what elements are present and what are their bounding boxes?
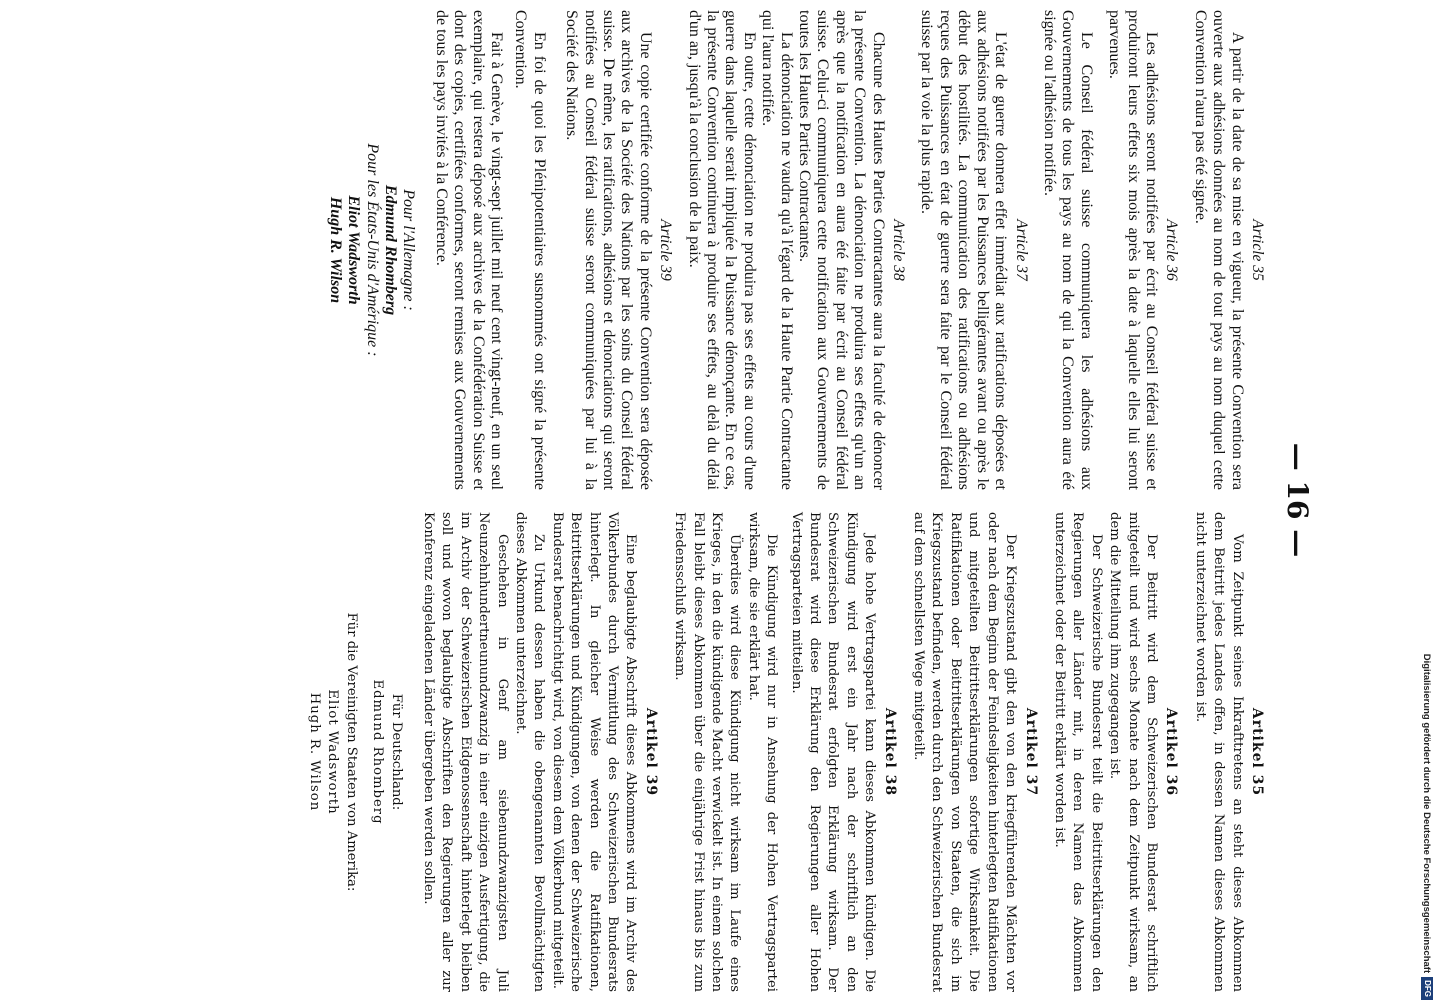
article-36-para1-de: Der Beitritt wird dem Schweizerischen Bundesrat schriftlich mitgeteilt und wird sechs Monate nach dem Zeitpunkt wirksam, an dem die Mitteilung ihm zugegangen ist. [1107, 512, 1159, 992]
article-38-para2-de: Die Kündigung wird nur in Ansehung der Hohen Vertragspartei wirksam, die sie erklärt hat. [745, 512, 780, 992]
signatory-usa-name1-de: Eliot Wadsworth [325, 689, 341, 815]
in-witness-text-fr: En foi de quoi les Plénipotentiaires susnommés ont signé la présente Convention. [512, 10, 548, 490]
page-number: — 16 — [1281, 442, 1314, 558]
signatory-usa-name2-fr: Hugh R. Wilson [326, 196, 344, 304]
article-39-text-fr: Une copie certifiée conforme de la présente Convention sera déposée aux archives de la Société des Nations par les soins du Conseil fédéral suisse. De même, les ratifications, adhésions et dénonciations qui seront notifiées au Conseil fédéral suisse seront communiquées par lui à la Société des Nations. [563, 10, 654, 490]
article-35-title-de: Artikel 35 [1249, 707, 1265, 797]
article-36-para2-de: Der Schweizerische Bundesrat teilt die Beitrittserklärungen den Regierungen aller Länder mit, in deren Namen das Abkommen unterzeichnet oder der Beitritt erklärt worden ist. [1051, 512, 1104, 992]
article-35-title-fr: Article 35 [1249, 219, 1266, 281]
signatory-germany-name-fr: Edmund Rhomberg [381, 184, 399, 316]
article-39-text-de: Eine beglaubigte Abschrift dieses Abkommens wird im Archiv des Völkerbundes durch Vermittlung des Schweizerischen Bundesrats hinterlegt. In gleicher Weise werden die Ratifikationen, Beitrittserklärungen und Kündigungen, von denen der Schweizerische Bundesrat benachrichtigt wird, von diesem dem Völkerbund mitgeteilt. [549, 512, 639, 992]
signatory-usa-label-fr: Pour les États-Unis d'Amérique : [363, 143, 381, 357]
article-36-para2-fr: Le Conseil fédéral suisse communiquera les adhésions aux Gouvernements de tous les pays au nom de qui la Convention aura été signée ou l'adhésion notifiée. [1040, 10, 1095, 490]
article-37-text-fr: L'état de guerre donnera effet immédiat aux ratifications déposées et aux adhésions notifiées par les Puissances belligérantes avant ou après le début des hostilités. La communication des ratifications ou adhésions reçues des Puissances en état de guerre sera faite par le Conseil fédéral suisse par la voie la plus rapide. [918, 10, 1010, 490]
digitization-credit-text: Digitalisierung gefördert durch die Deutsche Forschungsgemeinschaft [1421, 653, 1432, 974]
article-38-para2-fr: La dénonciation ne vaudra qu'à l'égard de la Haute Partie Contractante qui l'aura notifiée. [759, 10, 795, 490]
article-36-para1-fr: Les adhésions seront notifiées par écrit au Conseil fédéral suisse et produiront leurs effets six mois après la date à laquelle elles lui seront parvenues. [1106, 10, 1160, 490]
article-38-para1-de: Jede hohe Vertragspartei kann dieses Abkommen kündigen. Die Kündigung wird erst ein Jahr nach der schriftlich an den Schweizerischen Bundesrat erfolgten Erklärung wirksam. Der Bundesrat wird diese Erklärung den Regierungen aller Hohen Vertragsparteien mitteilen. [788, 512, 878, 992]
digitization-credit [1419, 0, 1434, 1000]
german-column [305, 512, 1267, 992]
signatory-germany-label-fr: Pour l'Allemagne : [400, 189, 418, 311]
signatory-germany-name-de: Edmund Rhomberg [370, 679, 386, 825]
article-38-title-de: Artikel 38 [881, 707, 898, 797]
signatory-germany-label-de: Für Deutschland: [388, 693, 404, 811]
signatory-usa-name2-de: Hugh R. Wilson [306, 692, 322, 812]
article-38-title-fr: Article 38 [890, 219, 908, 281]
article-35-text-de: Vom Zeitpunkt seines Inkrafttretens an steht dieses Abkommen dem Beitritt jedes Landes offen, in dessen Namen dieses Abkommen nicht unterzeichnet worden ist. [1192, 512, 1245, 992]
article-36-title-de: Artikel 36 [1163, 707, 1180, 797]
article-38-para3-fr: En outre, cette dénonciation ne produira pas ses effets au cours d'une guerre dans laquelle serait impliquée la Puissance dénonçante. En ce cas, la présente Convention continuera à produire ses effets, au delà du délai d'un an, jusqu'à la conclusion de la paix. [685, 10, 758, 490]
article-39-title-de: Artikel 39 [642, 707, 659, 797]
article-37-title-fr: Article 37 [1012, 219, 1030, 281]
in-witness-text-de: Zu Urkund dessen haben die obengenannten Bevollmächtigten dieses Abkommen unterzeichnet. [512, 512, 547, 992]
signatory-usa-label-de: Für die Vereinigten Staaten von Amerika: [343, 612, 359, 892]
article-36-title-fr: Article 36 [1163, 219, 1181, 281]
dfg-logo-icon: DFG [1421, 977, 1433, 1000]
done-at-geneva-text-de: Geschehen in Genf am siebenundzwanzigsten Juli Neunzehnhundertneunundzwanzig in einer einzigen Ausfertigung, die im Archiv der Schweizerischen Eidgenossenschaft hinterlegt bleiben soll und wovon beglaubigte Abschriften den Regierungen aller zur Konferenz eingeladenen Länder übergeben werden sollen. [420, 512, 510, 992]
article-37-text-de: Der Kriegszustand gibt den von den kriegführenden Mächten vor oder nach dem Beginn der Feindseligkeiten hinterlegten Ratifikationen und mitgeteilten Beitrittserklärungen sofortige Wirksamkeit. Die Ratifikationen oder Beitrittserklärungen von Staaten, die sich im Kriegszustand befinden, werden durch den Schweizerischen Bundesrat auf dem schnellsten Wege mitgeteilt. [911, 512, 1019, 992]
article-37-title-de: Artikel 37 [1022, 707, 1039, 797]
article-39-title-fr: Article 39 [657, 219, 675, 281]
done-at-geneva-text-fr: Fait à Genève, le vingt-sept juillet mil neuf cent vingt-neuf, en un seul exemplaire, qui restera déposé aux archives de la Confédération Suisse et dont des copies, certifiées conformes, seront remises aux Gouvernements de tous les pays invités à la Conférence. [432, 10, 505, 490]
article-38-para3-de: Überdies wird diese Kündigung nicht wirksam im Laufe eines Krieges, in den die kündigende Macht verwickelt ist. In einem solchen Fall bleibt dieses Abkommen über die einjährige Frist hinaus bis zum Friedensschluß wirksam. [672, 512, 743, 992]
article-35-text-fr: A partir de la date de sa mise en vigueur, la présente Convention sera ouverte aux adhésions données au nom de tout pays au nom duquel cette Convention n'aura pas été signée. [1191, 10, 1246, 490]
article-38-para1-fr: Chacune des Hautes Parties Contractantes aura la faculté de dénoncer la présente Convention. La dénonciation ne produira ses effets qu'un an après que la notification en aura été faite par écrit au Conseil fédéral suisse. Celui-ci communiquera cette notification aux Gouvernements de toutes les Hautes Parties Contractantes. [796, 10, 887, 490]
french-column [325, 10, 1266, 490]
signatory-usa-name1-fr: Eliot Wadsworth [345, 195, 363, 305]
